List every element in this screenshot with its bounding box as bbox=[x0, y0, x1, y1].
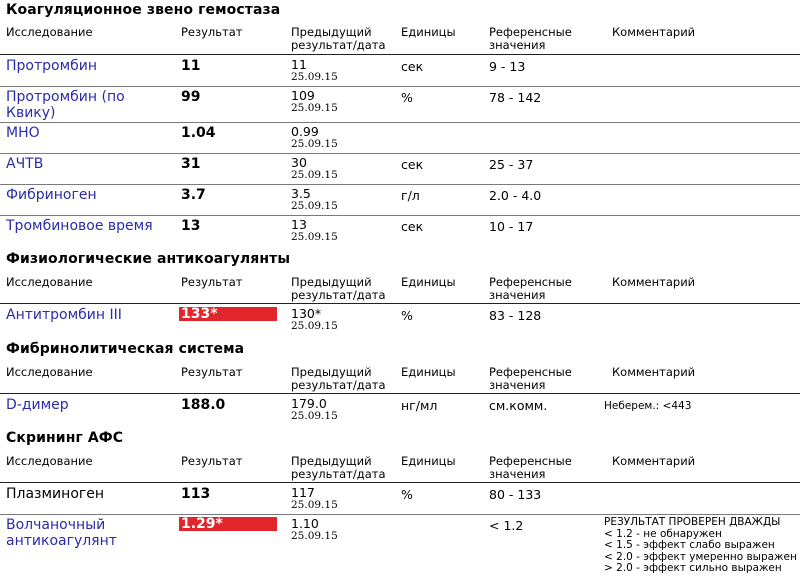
test-name-link[interactable]: Антитромбин III bbox=[6, 307, 122, 323]
header-comment: Комментарий bbox=[612, 454, 696, 468]
result-value: 113 bbox=[181, 486, 211, 502]
previous-date: 25.09.15 bbox=[291, 200, 338, 212]
previous-date: 25.09.15 bbox=[291, 138, 338, 150]
previous-date: 25.09.15 bbox=[291, 320, 338, 332]
header-comment: Комментарий bbox=[612, 25, 696, 39]
reference-range: < 1.2 bbox=[489, 518, 524, 533]
result-value: 188.0 bbox=[181, 397, 226, 413]
result-value-flagged: 133* bbox=[179, 307, 277, 321]
result-value: 99 bbox=[181, 89, 201, 105]
unit: нг/мл bbox=[401, 398, 438, 413]
section-title: Фибринолитическая система bbox=[6, 341, 245, 357]
header-study: Исследование bbox=[6, 275, 93, 289]
comment-line: < 1.2 - не обнаружен bbox=[604, 527, 722, 540]
result-value: 3.7 bbox=[181, 187, 206, 203]
test-name-link[interactable]: D-димер bbox=[6, 397, 69, 413]
comment-line: РЕЗУЛЬТАТ ПРОВЕРЕН ДВАЖДЫ bbox=[604, 516, 781, 528]
comment-line: < 2.0 - эффект умеренно выражен bbox=[604, 550, 797, 563]
result-value: 11 bbox=[181, 58, 201, 74]
table-row bbox=[0, 484, 800, 515]
unit: сек bbox=[401, 157, 424, 172]
previous-value: 117 bbox=[291, 485, 315, 500]
table-row bbox=[0, 154, 800, 185]
previous-value: 30 bbox=[291, 155, 307, 170]
test-name-link[interactable]: Протромбин bbox=[6, 58, 98, 74]
header-previous: Предыдущий результат/дата bbox=[291, 25, 386, 52]
previous-value: 109 bbox=[291, 88, 315, 103]
reference-range: см.комм. bbox=[489, 398, 548, 413]
table-row bbox=[0, 87, 800, 123]
header-reference: Референсные значения bbox=[489, 454, 572, 481]
header-study: Исследование bbox=[6, 365, 93, 379]
table-row bbox=[0, 515, 800, 579]
table-row bbox=[0, 185, 800, 216]
reference-range: 25 - 37 bbox=[489, 157, 534, 172]
comment-block bbox=[604, 517, 797, 575]
header-reference: Референсные значения bbox=[489, 275, 572, 302]
header-previous: Предыдущий результат/дата bbox=[291, 454, 386, 481]
previous-date: 25.09.15 bbox=[291, 71, 338, 83]
comment-line: < 1.5 - эффект слабо выражен bbox=[604, 539, 775, 551]
header-result: Результат bbox=[181, 454, 243, 468]
table-row bbox=[0, 395, 800, 427]
reference-range: 80 - 133 bbox=[489, 487, 542, 502]
unit: % bbox=[401, 487, 413, 502]
header-result: Результат bbox=[181, 275, 243, 289]
header-comment: Комментарий bbox=[612, 275, 696, 289]
reference-range: 9 - 13 bbox=[489, 59, 526, 74]
previous-date: 25.09.15 bbox=[291, 102, 338, 114]
previous-date: 25.09.15 bbox=[291, 530, 338, 542]
header-previous: Предыдущий результат/дата bbox=[291, 365, 386, 392]
test-name: Плазминоген bbox=[6, 486, 104, 502]
header-units: Единицы bbox=[401, 275, 456, 289]
header-reference: Референсные значения bbox=[489, 365, 572, 392]
test-name-link[interactable]: Фибриноген bbox=[6, 187, 97, 203]
unit: г/л bbox=[401, 188, 420, 203]
previous-value: 13 bbox=[291, 217, 307, 232]
reference-range: 83 - 128 bbox=[489, 308, 542, 323]
previous-value: 11 bbox=[291, 57, 307, 72]
table-row bbox=[0, 123, 800, 154]
section-title: Физиологические антикоагулянты bbox=[6, 251, 291, 267]
reference-range: 10 - 17 bbox=[489, 219, 534, 234]
header-units: Единицы bbox=[401, 454, 456, 468]
result-value: 1.04 bbox=[181, 125, 216, 141]
comment-line: > 2.0 - эффект сильно выражен bbox=[604, 562, 782, 574]
header-units: Единицы bbox=[401, 25, 456, 39]
header-study: Исследование bbox=[6, 25, 93, 39]
test-name-link[interactable]: МНО bbox=[6, 125, 40, 141]
table-row bbox=[0, 56, 800, 87]
unit: сек bbox=[401, 219, 424, 234]
header-result: Результат bbox=[181, 25, 243, 39]
header-previous: Предыдущий результат/дата bbox=[291, 275, 386, 302]
comment: Неберем.: <443 bbox=[604, 400, 692, 412]
header-result: Результат bbox=[181, 365, 243, 379]
unit: % bbox=[401, 90, 413, 105]
previous-value: 130* bbox=[291, 306, 322, 321]
test-name-link[interactable]: Тромбиновое время bbox=[6, 218, 153, 234]
test-name-link[interactable]: АЧТВ bbox=[6, 156, 44, 172]
unit: % bbox=[401, 308, 413, 323]
previous-value: 0.99 bbox=[291, 124, 319, 139]
previous-value: 179.0 bbox=[291, 396, 327, 411]
header-study: Исследование bbox=[6, 454, 93, 468]
table-row bbox=[0, 216, 800, 248]
previous-date: 25.09.15 bbox=[291, 231, 338, 243]
previous-date: 25.09.15 bbox=[291, 499, 338, 511]
test-name-link[interactable]: Протромбин (по Квику) bbox=[6, 89, 125, 121]
unit: сек bbox=[401, 59, 424, 74]
section-title: Коагуляционное звено гемостаза bbox=[6, 2, 281, 18]
header-units: Единицы bbox=[401, 365, 456, 379]
header-comment: Комментарий bbox=[612, 365, 696, 379]
section-title: Скрининг АФС bbox=[6, 430, 124, 446]
previous-value: 1.10 bbox=[291, 516, 319, 531]
result-value: 31 bbox=[181, 156, 201, 172]
test-name-link[interactable]: Волчаночный антикоагулянт bbox=[6, 517, 117, 549]
result-value: 13 bbox=[181, 218, 201, 234]
previous-value: 3.5 bbox=[291, 186, 311, 201]
table-row bbox=[0, 305, 800, 337]
previous-date: 25.09.15 bbox=[291, 169, 338, 181]
header-reference: Референсные значения bbox=[489, 25, 572, 52]
reference-range: 2.0 - 4.0 bbox=[489, 188, 542, 203]
previous-date: 25.09.15 bbox=[291, 410, 338, 422]
reference-range: 78 - 142 bbox=[489, 90, 542, 105]
result-value-flagged: 1.29* bbox=[179, 517, 277, 531]
